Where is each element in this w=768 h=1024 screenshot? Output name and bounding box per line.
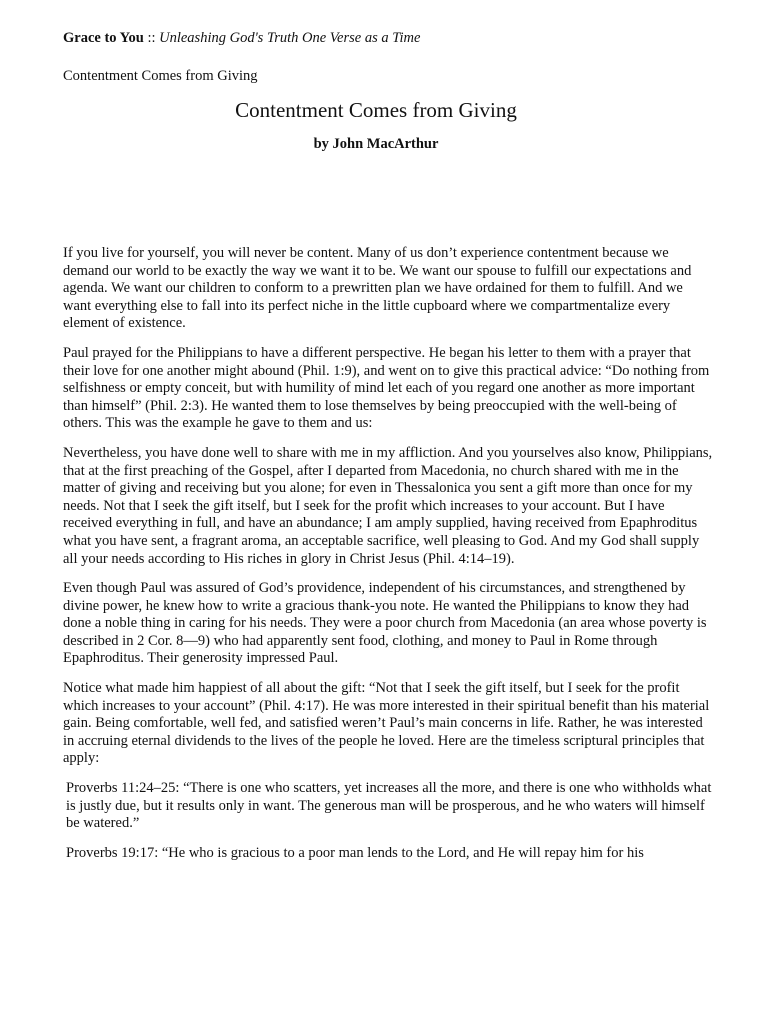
scripture-quote: Proverbs 19:17: “He who is gracious to a poor man lends to the Lord, and He will repay him for his: [66, 844, 644, 861]
paragraph: Paul prayed for the Philippians to have a different perspective. He began his letter to them with a prayer that their love for one another might abound (Phil. 1:9), and went on to give this practical advice: “Do nothing from selfishness or empty conceit, but with humility of mind let each of you regard one another as more important than himself” (Phil. 2:3). He wanted them to lose themselves by being preoccupied with the well-being of others. This was the example he gave to them and us:: [63, 344, 710, 432]
article-byline: by John MacArthur: [313, 136, 439, 152]
scripture-quote: Proverbs 11:24–25: “There is one who scatters, yet increases all the more, and there is one who withholds what is justly due, but it results only in want. The generous man will be prosperous, and he who waters will himself be watered.”: [66, 780, 712, 832]
article-title: Contentment Comes from Giving: [235, 98, 517, 122]
paragraph: Notice what made him happiest of all about the gift: “Not that I seek the gift itself, but I seek for the profit which increases to your account” (Phil. 4:17). He was more interested in their spiritual benefit than his material gain. Being comfortable, well fed, and satisfied weren’t Paul’s main concerns in life. Rather, he was interested in accruing eternal dividends to the lives of the people he loved. Here are the timeless scriptural principles that apply:: [63, 680, 710, 767]
document-page: [63, 28, 713, 874]
site-header: [63, 28, 713, 48]
paragraph: Even though Paul was assured of God’s providence, independent of his circumstances, and strengthened by divine power, he knew how to write a gracious thank-you note. He wanted the Philippians to know they had done a noble thing in caring for his needs. They were a poor church from Macedonia (an area whose poverty is described in 2 Cor. 8—9) who had apparently sent food, clothing, and money to Paul in Rome through Epaphroditus. Their generosity impressed Paul.: [63, 580, 707, 667]
paragraph: If you live for yourself, you will never be content. Many of us don’t experience contentment because we demand our world to be exactly the way we want it to be. We want our spouse to fulfill our expectations and agenda. We want our children to conform to a prewritten plan we have ordained for them to fulfill. And we want everything else to fall into its perfect niche in the little cupboard where we compartmentalize every element of existence.: [63, 245, 692, 332]
header-separator: ::: [143, 30, 160, 46]
site-name: Grace to You: [63, 30, 144, 46]
article-body: [63, 245, 713, 862]
breadcrumb: Contentment Comes from Giving: [63, 68, 258, 84]
site-tagline: Unleashing God's Truth One Verse as a Time: [159, 30, 421, 46]
paragraph: Nevertheless, you have done well to share with me in my affliction. And you yourselves also know, Philippians, that at the first preaching of the Gospel, after I departed from Macedonia, no church shared with me in the matter of giving and receiving but you alone; for even in Thessalonica you sent a gift more than once for my needs. Not that I seek the gift itself, but I seek for the profit which increases to your account. But I have received everything in full, and have an abundance; I am amply supplied, having received from Epaphroditus what you have sent, a fragrant aroma, an acceptable sacrifice, well pleasing to God. And my God shall supply all your needs according to His riches in glory in Christ Jesus (Phil. 4:14–19).: [63, 444, 713, 567]
